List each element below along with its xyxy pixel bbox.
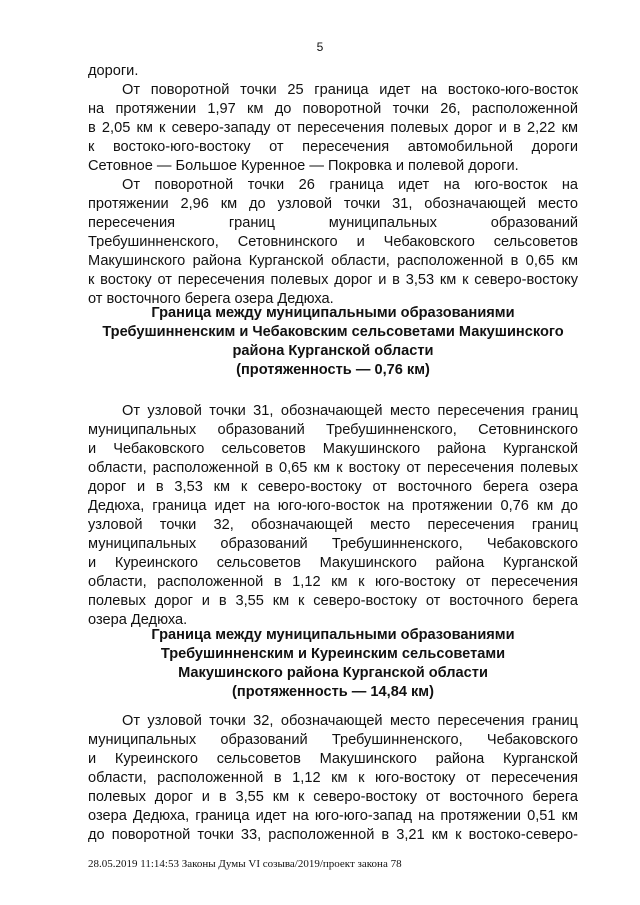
text-line: дороги. [88, 63, 139, 79]
text-line: От узловой точки 31, обозначающей место пересечения границ [122, 403, 578, 419]
text-line: и Куреинского сельсоветов Макушинского района Курганской [88, 751, 578, 767]
heading-line: Требушинненским и Куреинским сельсоветами [160, 646, 506, 662]
heading-line: (протяженность — 14,84 км) [232, 684, 434, 700]
text-line: к востоку от пересечения полевых дорог и в 3,53 км к северо-востоку [88, 272, 578, 288]
text-line: области, расположенной в 1,12 км к юго-востоку от пересечения [88, 770, 578, 786]
section-heading-2 [88, 626, 578, 702]
text-block-1 [88, 62, 578, 309]
heading-line: (протяженность — 0,76 км) [236, 362, 430, 378]
text-line: протяжении 2,96 км до узловой точки 31, обозначающей место [88, 196, 578, 212]
text-line: на протяжении 1,97 км до поворотной точки 26, расположенной [88, 101, 578, 117]
text-line: от восточного берега озера Дедюха. [88, 291, 334, 307]
text-line: в 2,05 км к северо-западу от пересечения полевых дорог и в 2,22 км [88, 120, 578, 136]
heading-line: Граница между муниципальными образованиями [151, 627, 515, 643]
text-line: пересечения границ муниципальных образований [88, 215, 578, 231]
text-line: и Чебаковского сельсоветов Макушинского района Курганской [88, 441, 578, 457]
heading-line: района Курганской области [232, 343, 434, 359]
text-line: озера Дедюха, граница идет на юго-юго-запад на протяжении 0,51 км [88, 808, 578, 824]
heading-line: Требушинненским и Чебаковским сельсоветами Макушинского [102, 324, 564, 340]
text-line: к востоко-юго-востоку от пересечения автомобильной дороги [88, 139, 578, 155]
page-number: 5 [316, 40, 324, 54]
text-line: Дедюха, граница идет на юго-юго-восток на протяжении 0,76 км до [88, 498, 578, 514]
text-line: озера Дедюха. [88, 612, 188, 628]
heading-line: Макушинского района Курганской области [178, 665, 488, 681]
document-footer: 28.05.2019 11:14:53 Законы Думы VI созыва/2019/проект закона 78 [88, 858, 402, 870]
text-line: От узловой точки 32, обозначающей место пересечения границ [122, 713, 578, 729]
text-block-3 [88, 712, 578, 845]
text-line: Макушинского района Курганской области, расположенной в 0,65 км [88, 253, 578, 269]
text-line: От поворотной точки 25 граница идет на востоко-юго-восток [122, 82, 578, 98]
text-line: полевых дорог и в 3,55 км к северо-востоку от восточного берега [88, 789, 578, 805]
text-line: муниципальных образований Требушинненского, Сетовнинского [88, 422, 578, 438]
text-line: Требушинненского, Сетовнинского и Чебаковского сельсоветов [88, 234, 578, 250]
text-line: муниципальных образований Требушинненского, Чебаковского [88, 536, 578, 552]
text-line: области, расположенной в 1,12 км к юго-востоку от пересечения [88, 574, 578, 590]
heading-line: Граница между муниципальными образованиями [151, 305, 515, 321]
text-line: полевых дорог и в 3,55 км к северо-востоку от восточного берега [88, 593, 578, 609]
text-line: дорог и в 3,53 км к северо-востоку от восточного берега озера [88, 479, 578, 495]
text-line: муниципальных образований Требушинненского, Чебаковского [88, 732, 578, 748]
text-block-2 [88, 402, 578, 630]
text-line: области, расположенной в 0,65 км к востоку от пересечения полевых [88, 460, 578, 476]
text-line: От поворотной точки 26 граница идет на юго-восток на [122, 177, 578, 193]
text-line: и Куреинского сельсоветов Макушинского района Курганской [88, 555, 578, 571]
text-line: узловой точки 32, обозначающей место пересечения границ [88, 517, 578, 533]
text-line: до поворотной точки 33, расположенной в 3,21 км к востоко-северо- [88, 827, 578, 843]
section-heading-1 [88, 304, 578, 380]
text-line: Сетовное — Большое Куренное — Покровка и полевой дороги. [88, 158, 519, 174]
